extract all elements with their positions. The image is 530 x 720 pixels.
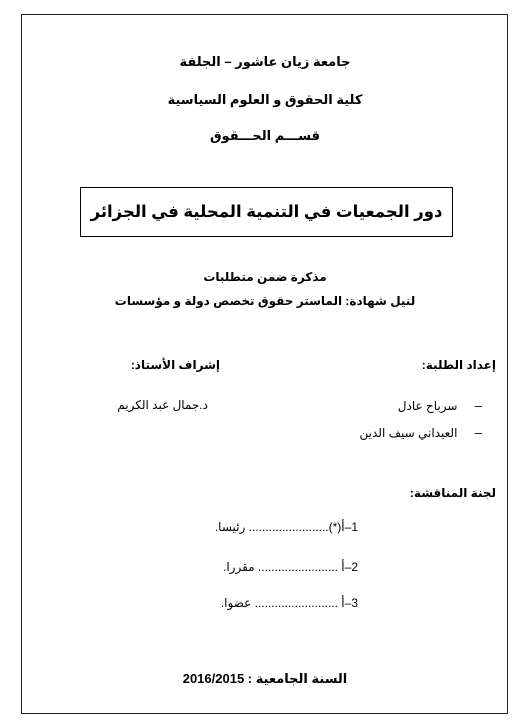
- student-item-2: [360, 425, 482, 440]
- committee-number: 3–: [344, 596, 358, 610]
- student-item-1: [398, 398, 482, 413]
- committee-member-2: [223, 560, 358, 574]
- university-name: جامعة زيان عاشور – الجلفة: [179, 54, 351, 69]
- committee-number: 2–: [344, 560, 358, 574]
- committee-text: أ ........................ مقررا.: [223, 560, 345, 574]
- committee-member-3: [221, 596, 358, 610]
- academic-year: السنة الجامعية : 2016/2015: [182, 671, 348, 686]
- students-label: إعداد الطلبة:: [421, 358, 496, 372]
- thesis-title-box: [80, 187, 453, 237]
- list-dash: –: [474, 425, 482, 440]
- committee-label: لجنة المناقشة:: [409, 486, 496, 500]
- department-name: قســـم الحـــقوق: [209, 128, 321, 143]
- committee-number: 1–: [344, 520, 358, 534]
- degree-line-1: مذكرة ضمن متطلبات: [203, 270, 327, 284]
- supervisor-name: د.جمال عبد الكريم: [117, 398, 208, 412]
- committee-text: أ ......................... عضوا.: [220, 596, 345, 610]
- faculty-name: كلية الحقوق و العلوم السياسية: [167, 92, 363, 107]
- thesis-title: دور الجمعيات في التنمية المحلية في الجزائر: [90, 203, 443, 221]
- student-name-1: سرباح عادل: [397, 399, 458, 413]
- degree-line-2: لنيل شهادة: الماستر حقوق تخصص دولة و مؤسسات: [114, 294, 416, 308]
- list-dash: –: [474, 398, 482, 413]
- supervisor-label: إشراف الأستاذ:: [130, 358, 220, 372]
- committee-member-1: [215, 520, 358, 534]
- committee-text: أ(*)........................ رئيسا.: [214, 520, 345, 534]
- student-name-2: العيداني سيف الدين: [359, 426, 458, 440]
